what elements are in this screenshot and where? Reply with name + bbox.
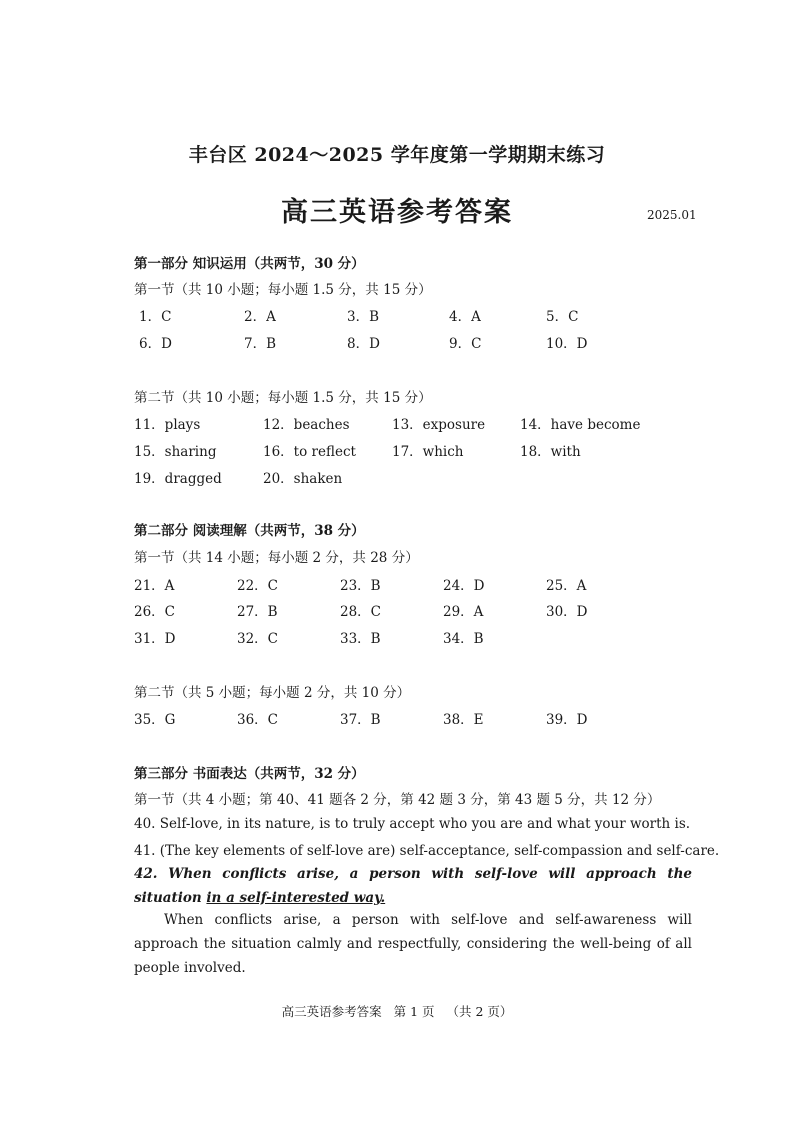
answer-item: 27．B [237,604,278,620]
answer-item: 22．C [237,578,279,594]
answer-42-underlined: in a self-interested way. [206,890,386,906]
answer-item: 39．D [546,712,588,728]
answer-41: 41. (The key elements of self-love are) self-acceptance, self-compassion and self-care. [134,843,720,859]
answer-item: 25．A [546,578,587,594]
answer-item: 1．C [139,309,172,325]
answer-item: 36．C [237,712,279,728]
answer-item: 4．A [449,309,481,325]
part3-heading: 第三部分 书面表达（共两节，32 分） [134,766,365,782]
answer-item: 29．A [443,604,484,620]
answer-item: 26．C [134,604,176,620]
exam-title: 丰台区 2024～2025 学年度第一学期期末练习 [188,144,606,166]
answer-item: 20．shaken [263,471,343,487]
answer-item: 9．C [449,336,482,352]
footer-doc-name: 高三英语参考答案 [281,1004,382,1019]
part3-sec1-heading: 第一节（共 4 小题；第 40、41 题各 2 分，第 42 题 3 分，第 43 题 5 分，共 12 分） [134,792,661,808]
answer-item: 3．B [347,309,380,325]
answer-item: 7．B [244,336,277,352]
footer-page-number: 第 1 页 [393,1004,435,1019]
answer-item: 2．A [244,309,276,325]
answer-item: 31．D [134,631,176,647]
answer-42-main: 42. When conflicts arise, a person with self-love will approach the situation [134,866,692,906]
page-footer [0,1002,794,1020]
answer-item: 10．D [546,336,588,352]
part1-sec2-heading: 第二节（共 10 小题；每小题 1.5 分，共 15 分） [134,390,432,406]
answer-item: 6．D [139,336,172,352]
answer-item: 19．dragged [134,471,222,487]
part1-heading: 第一部分 知识运用（共两节，30 分） [134,256,365,272]
part1-sec1-heading: 第一节（共 10 小题；每小题 1.5 分，共 15 分） [134,282,432,298]
answer-item: 17．which [392,444,464,460]
answer-item: 28．C [340,604,382,620]
answer-item: 5．C [546,309,579,325]
answer-40: 40. Self-love, in its nature, is to truly accept who you are and what your worth is. [134,816,691,832]
answer-item: 12．beaches [263,417,350,433]
answer-item: 18．with [520,444,581,460]
answer-item: 16．to reflect [263,444,356,460]
answer-item: 34．B [443,631,484,647]
date-label: 2025.01 [647,208,697,222]
answer-42-paragraph: When conflicts arise, a person with self-love and self-awareness will approach the situation calmly and respectfully, considering the well-being of all people involved. [134,912,692,976]
answer-item: 35．G [134,712,176,728]
part2-sec1-heading: 第一节（共 14 小题；每小题 2 分，共 28 分） [134,550,419,566]
part2-sec2-heading: 第二节（共 5 小题；每小题 2 分，共 10 分） [134,685,411,701]
answer-item: 23．B [340,578,381,594]
answer-item: 15．sharing [134,444,217,460]
part2-heading: 第二部分 阅读理解（共两节，38 分） [134,523,365,539]
answer-item: 37．B [340,712,381,728]
answer-item: 32．C [237,631,279,647]
answer-item: 24．D [443,578,485,594]
answer-item: 21．A [134,578,175,594]
answer-item: 11．plays [134,417,201,433]
answer-key-title: 高三英语参考答案 [281,197,513,228]
answer-42 [134,862,692,910]
answer-item: 14．have become [520,417,641,433]
answer-item: 8．D [347,336,380,352]
answer-item: 33．B [340,631,381,647]
answer-item: 13．exposure [392,417,486,433]
footer-total-pages: （共 2 页） [446,1004,513,1019]
answer-item: 38．E [443,712,484,728]
answer-item: 30．D [546,604,588,620]
